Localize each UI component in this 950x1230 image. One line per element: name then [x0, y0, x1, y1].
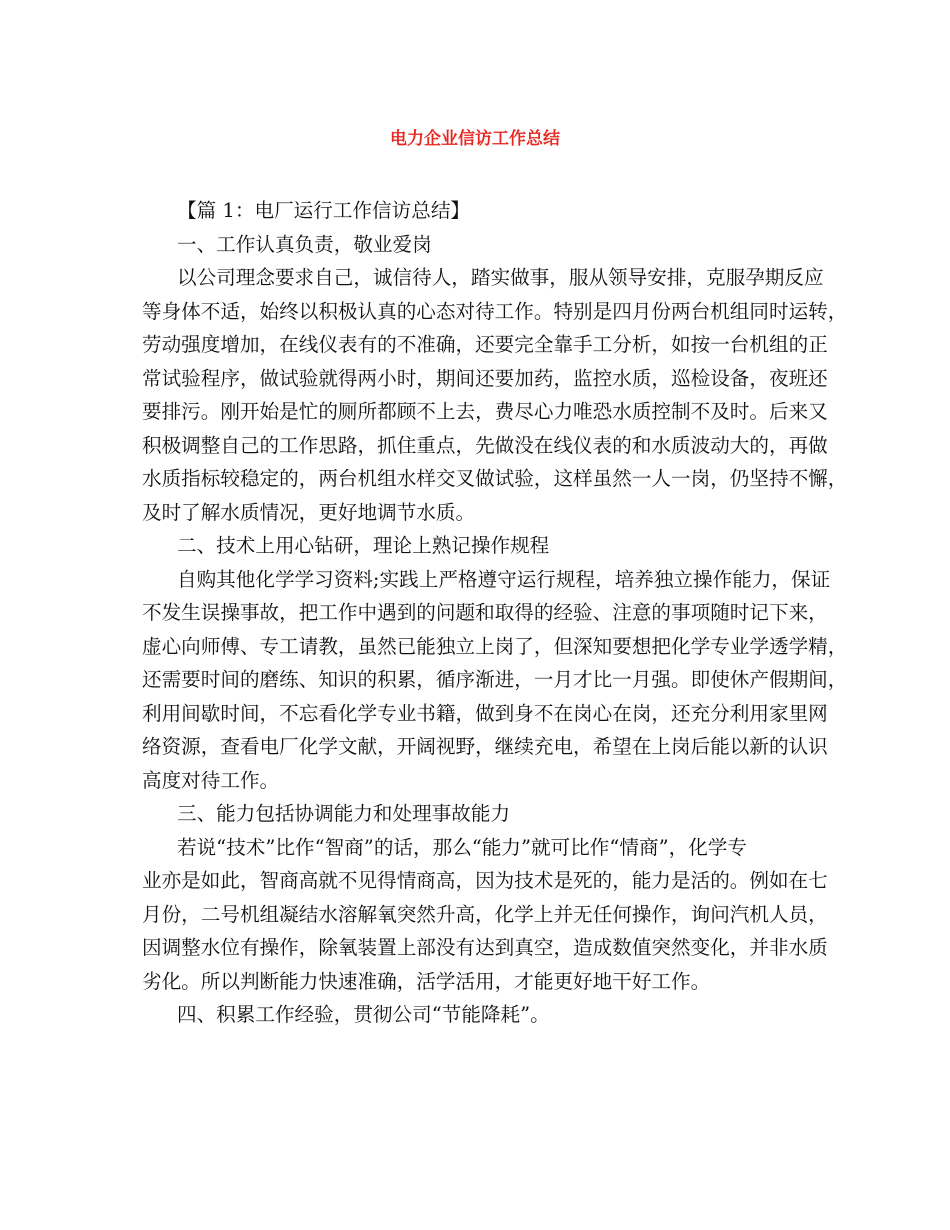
paragraph-line: 业亦是如此，智商高就不见得情商高，因为技术是死的，能力是活的。例如在七 — [142, 869, 828, 892]
paragraph-3 — [142, 831, 828, 999]
paragraph-line: 常试验程序，做试验就得两小时，期间还要加药，监控水质，巡检设备，夜班还 — [142, 366, 828, 390]
paragraph-line: 要排污。刚开始是忙的厕所都顾不上去，费尽心力唯恐水质控制不及时。后来又 — [142, 400, 828, 423]
paragraph-line: 劣化。所以判断能力快速准确，活学活用，才能更好地干好工作。 — [142, 969, 711, 993]
section-header: 【篇 1：电厂运行工作信访总结】 — [177, 199, 471, 222]
paragraph-line: 利用间歇时间，不忘看化学专业书籍，做到身不在岗心在岗，还充分利用家里网 — [142, 701, 828, 725]
paragraph-line: 等身体不适，始终以积极认真的心态对待工作。特别是四月份两台机组同时运转， — [142, 299, 848, 323]
heading-4: 四、积累工作经验，贯彻公司“节能降耗”。 — [177, 1003, 550, 1026]
paragraph-2 — [142, 563, 848, 798]
paragraph-line: 还需要时间的磨练、知识的积累，循序渐进，一月才比一月强。即使休产假期间， — [142, 668, 848, 691]
paragraph-line: 不发生误操事故，把工作中遇到的问题和取得的经验、注意的事项随时记下来， — [142, 601, 828, 624]
paragraph-line: 高度对待工作。 — [142, 768, 280, 792]
paragraph-line: 虚心向师傅、专工请教，虽然已能独立上岗了，但深知要想把化学专业学透学精， — [142, 634, 848, 658]
paragraph-line: 及时了解水质情况，更好地调节水质。 — [142, 500, 476, 524]
paragraph-line: 自购其他化学学习资料;实践上严格遵守运行规程，培养独立操作能力，保证 — [177, 567, 831, 591]
paragraph-line: 络资源，查看电厂化学文献，开阔视野，继续充电，希望在上岗后能以新的认识 — [142, 735, 828, 758]
paragraph-1 — [142, 261, 848, 529]
paragraph-line: 水质指标较稳定的，两台机组水样交叉做试验，这样虽然一人一岗，仍坚持不懈， — [142, 467, 848, 490]
document-title: 电力企业信访工作总结 — [390, 129, 560, 149]
document-body — [142, 194, 848, 1032]
paragraph-line: 以公司理念要求自己，诚信待人，踏实做事，服从领导安排，克服孕期反应 — [177, 266, 824, 289]
paragraph-line: 积极调整自己的工作思路，抓住重点，先做没在线仪表的和水质波动大的，再做 — [142, 433, 828, 457]
heading-3: 三、能力包括协调能力和处理事故能力 — [177, 802, 511, 825]
paragraph-line: 劳动强度增加，在线仪表有的不准确，还要完全靠手工分析，如按一台机组的正 — [142, 333, 828, 356]
paragraph-line: 若说“技术”比作“智商”的话，那么“能力”就可比作“情商”，化学专 — [177, 835, 747, 859]
heading-1: 一、工作认真负责，敬业爱岗 — [177, 232, 432, 256]
paragraph-line: 因调整水位有操作，除氧装置上部没有达到真空，造成数值突然变化，并非水质 — [142, 936, 828, 959]
paragraph-line: 月份，二号机组凝结水溶解氧突然升高，化学上并无任何操作，询问汽机人员， — [142, 902, 828, 926]
heading-2: 二、技术上用心钻研，理论上熟记操作规程 — [177, 534, 550, 557]
